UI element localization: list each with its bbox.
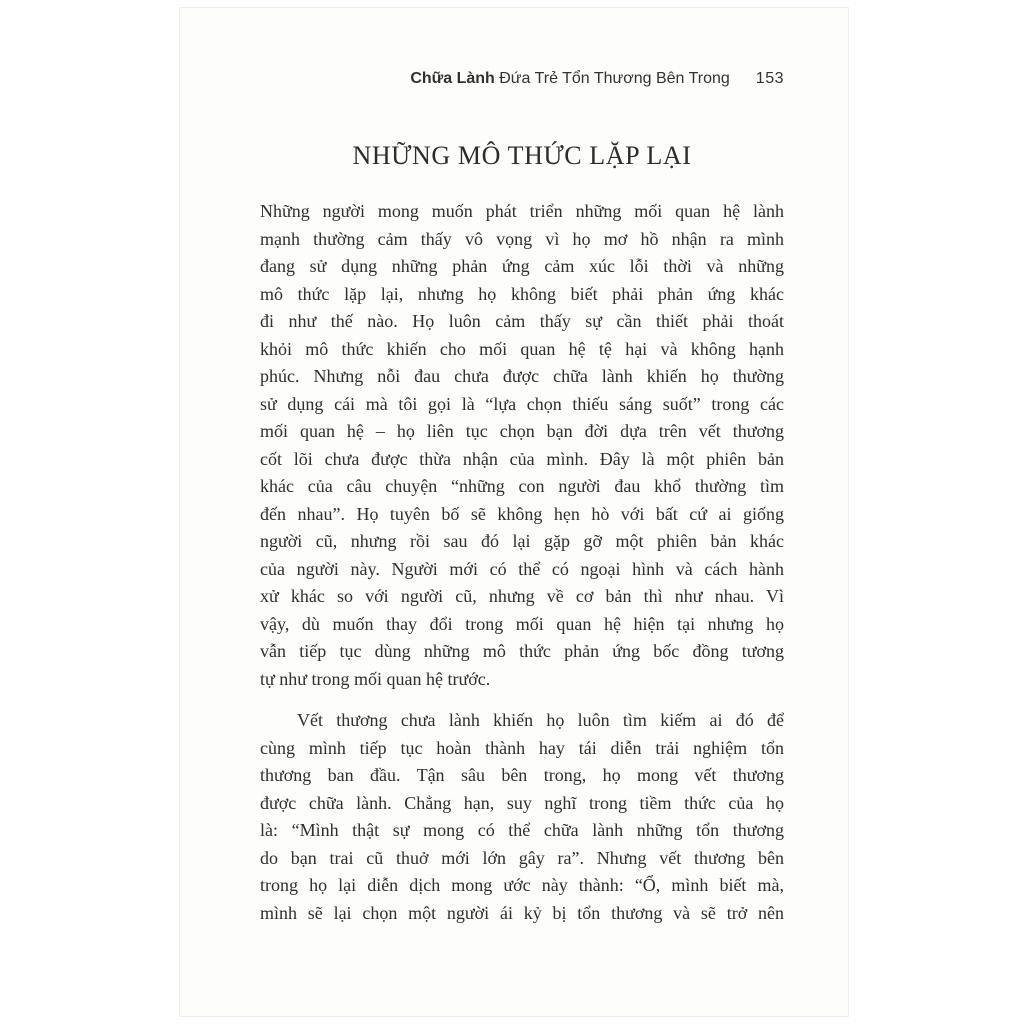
text-line: mạnh thường cảm thấy vô vọng vì họ mơ hồ nhận ra mình — [260, 228, 784, 249]
body-text — [260, 198, 784, 927]
text-line: được chữa lành. Chẳng hạn, suy nghĩ trong tiềm thức của họ — [260, 792, 784, 813]
text-line: mình sẽ lại chọn một người ái kỷ bị tổn thương và sẽ trở nên — [260, 902, 784, 923]
text-line: của người này. Người mới có thể có ngoại hình và cách hành — [260, 558, 784, 579]
text-line: khác của câu chuyện “những con người đau khổ thường tìm — [260, 476, 784, 496]
paragraph — [260, 707, 784, 927]
text-line: vậy, dù muốn thay đổi trong mối quan hệ hiện tại nhưng họ — [260, 613, 784, 634]
chapter-title: NHỮNG MÔ THỨC LẶP LẠI — [352, 141, 692, 170]
running-header-book-title-bold: Chữa Lành — [410, 70, 495, 87]
paragraph — [260, 198, 784, 693]
text-line: Những người mong muốn phát triển những mối quan hệ lành — [260, 201, 784, 221]
text-line: người cũ, nhưng rồi sau đó lại gặp gỡ một phiên bản khác — [260, 531, 784, 551]
text-line: đang sử dụng những phản ứng cảm xúc lỗi thời và những — [260, 256, 784, 276]
text-line: cốt lõi chưa được thừa nhận của mình. Đây là một phiên bản — [260, 448, 784, 469]
text-line: vẫn tiếp tục dùng những mô thức phản ứng bốc đồng tương — [260, 641, 784, 661]
text-line: đi như thế nào. Họ luôn cảm thấy sự cần thiết phải thoát — [260, 311, 784, 331]
text-line: sử dụng cái mà tôi gọi là “lựa chọn thiếu sáng suốt” trong các — [260, 393, 784, 414]
text-line: trong họ lại diễn dịch mong ước này thành: “Ổ, mình biết mà, — [260, 875, 784, 895]
book-page — [180, 8, 848, 1016]
text-line: phúc. Nhưng nỗi đau chưa được chữa lành khiến họ thường — [260, 366, 784, 386]
text-line: là: “Mình thật sự mong có thể chữa lành những tổn thương — [260, 820, 784, 840]
text-line: mối quan hệ – họ liên tục chọn bạn đời dựa trên vết thương — [260, 421, 784, 441]
text-line: mô thức lặp lại, nhưng họ không biết phải phản ứng khác — [260, 283, 784, 304]
text-line: xử khác so với người cũ, nhưng về cơ bản thì như nhau. Vì — [260, 586, 784, 606]
running-header-book-title-rest: Đứa Trẻ Tổn Thương Bên Trong — [494, 70, 730, 87]
text-line: thương ban đầu. Tận sâu bên trong, họ mong vết thương — [260, 765, 784, 785]
text-line: Vết thương chưa lành khiến họ luôn tìm kiếm ai đó để — [297, 710, 784, 730]
text-line: do bạn trai cũ thuở mới lớn gây ra”. Nhưng vết thương bên — [260, 847, 784, 868]
text-line: đến nhau”. Họ tuyên bố sẽ không hẹn hò với bất cứ ai giống — [260, 503, 784, 524]
text-line: cùng mình tiếp tục hoàn thành hay tái diễn trải nghiệm tổn — [260, 737, 784, 758]
text-line: tự như trong mối quan hệ trước. — [260, 668, 491, 689]
running-header — [260, 70, 784, 88]
text-line: khỏi mô thức khiến cho mối quan hệ tệ hại và không hạnh — [260, 338, 784, 359]
page-number: 153 — [755, 70, 784, 87]
